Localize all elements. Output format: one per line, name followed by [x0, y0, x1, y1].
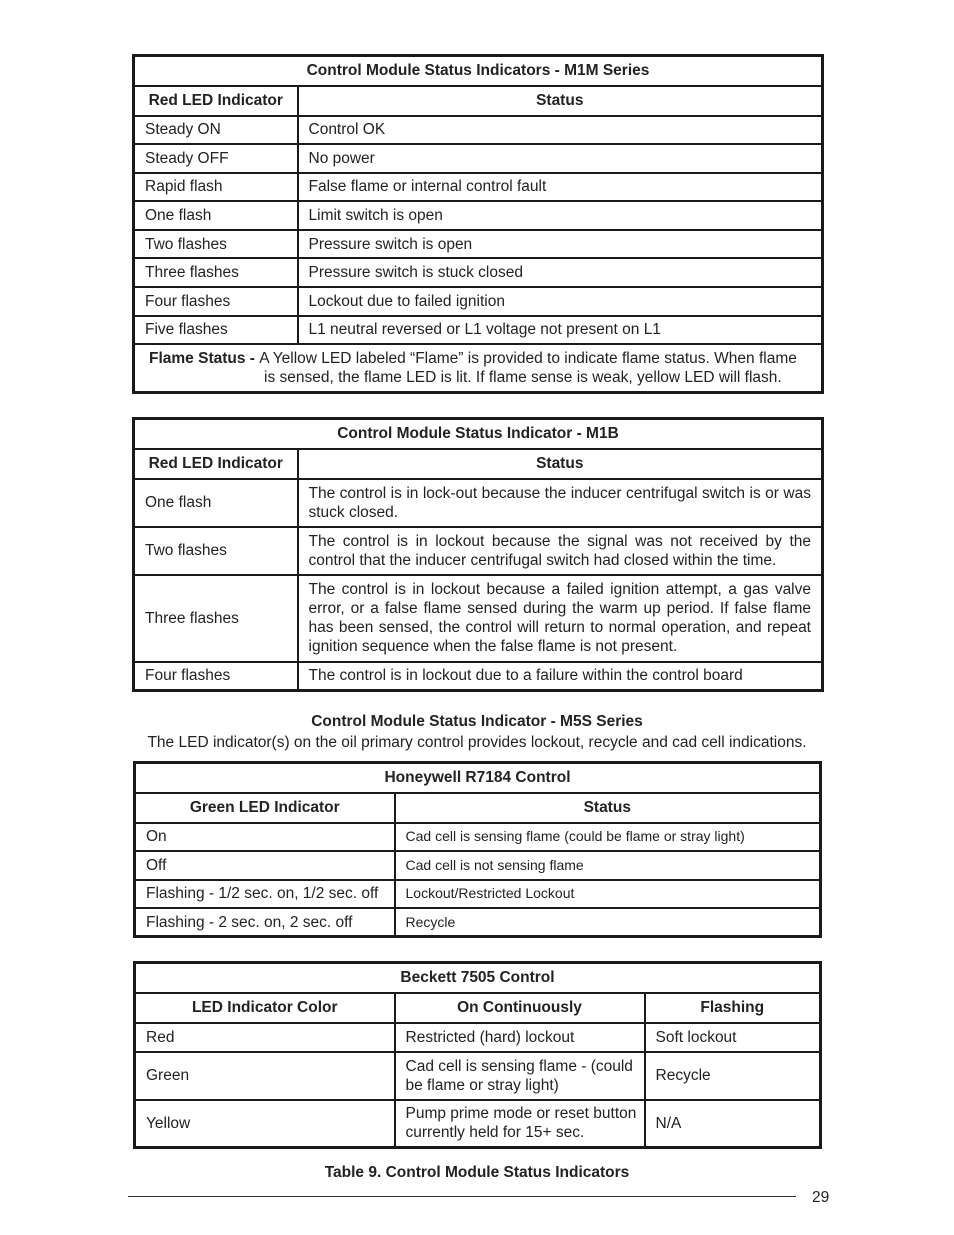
beckett-header-continuous: On Continuously	[395, 993, 645, 1023]
honeywell-header-status: Status	[395, 793, 821, 823]
table-row	[135, 1023, 821, 1052]
beckett-color-cell: Green	[135, 1052, 395, 1100]
table-row	[135, 823, 821, 852]
table-row	[135, 880, 821, 909]
table-row	[134, 575, 823, 662]
m1m-table-title: Control Module Status Indicators - M1M Series	[134, 56, 823, 86]
m1m-status-cell: No power	[298, 144, 823, 173]
table-row	[134, 527, 823, 575]
m1m-indicator-cell: Five flashes	[134, 316, 298, 345]
beckett-flashing-cell: Soft lockout	[645, 1023, 821, 1052]
table-row	[134, 230, 823, 259]
m1m-header-indicator: Red LED Indicator	[134, 86, 298, 116]
m1m-indicator-cell: Four flashes	[134, 287, 298, 316]
table-row	[135, 851, 821, 880]
m1b-status-cell: The control is in lockout because a failed ignition attempt, a gas valve error, or a false flame sensed during the warm up period. If false flame has been sensed, the control will return to normal operation, and repeat ignition sequence when the false flame is not present.	[298, 575, 823, 662]
table-row	[135, 1100, 821, 1148]
m1m-status-cell: Pressure switch is open	[298, 230, 823, 259]
m1m-status-cell: Pressure switch is stuck closed	[298, 258, 823, 287]
table-row	[134, 258, 823, 287]
flame-status-note	[134, 344, 823, 393]
table-row	[134, 662, 823, 691]
m1b-status-table	[132, 417, 824, 692]
beckett-flashing-cell: Recycle	[645, 1052, 821, 1100]
m1b-status-cell: The control is in lockout because the signal was not received by the control that the inducer centrifugal switch had closed within the time.	[298, 527, 823, 575]
m1b-status-cell: The control is in lockout due to a failure within the control board	[298, 662, 823, 691]
table-row	[134, 173, 823, 202]
beckett-table-title: Beckett 7505 Control	[135, 963, 821, 993]
m1m-status-cell: False flame or internal control fault	[298, 173, 823, 202]
honeywell-status-cell: Recycle	[395, 908, 821, 937]
m1m-status-table	[132, 54, 824, 394]
table-caption: Table 9. Control Module Status Indicators	[324, 1164, 630, 1181]
beckett-continuous-cell: Cad cell is sensing flame - (could be flame or stray light)	[395, 1052, 645, 1100]
m1m-indicator-cell: Three flashes	[134, 258, 298, 287]
m1m-status-cell: L1 neutral reversed or L1 voltage not present on L1	[298, 316, 823, 345]
m1m-indicator-cell: One flash	[134, 201, 298, 230]
honeywell-status-cell: Cad cell is not sensing flame	[395, 851, 821, 880]
beckett-color-cell: Yellow	[135, 1100, 395, 1148]
m5s-section-title: Control Module Status Indicator - M5S Series	[311, 713, 643, 730]
m1m-indicator-cell: Rapid flash	[134, 173, 298, 202]
m1b-indicator-cell: Four flashes	[134, 662, 298, 691]
m1b-table-title: Control Module Status Indicator - M1B	[134, 419, 823, 449]
honeywell-table-title: Honeywell R7184 Control	[135, 763, 821, 793]
honeywell-indicator-cell: Flashing - 2 sec. on, 2 sec. off	[135, 908, 395, 937]
m1m-header-status: Status	[298, 86, 823, 116]
m1b-status-cell: The control is in lock-out because the inducer centrifugal switch is or was stuck closed.	[298, 479, 823, 527]
m5s-section-description: The LED indicator(s) on the oil primary control provides lockout, recycle and cad cell indications.	[147, 734, 807, 751]
table-row	[134, 316, 823, 345]
honeywell-status-table	[133, 761, 822, 938]
honeywell-status-cell: Cad cell is sensing flame (could be flame or stray light)	[395, 823, 821, 852]
m1m-status-cell: Control OK	[298, 116, 823, 145]
beckett-status-table	[133, 961, 822, 1149]
beckett-continuous-cell: Restricted (hard) lockout	[395, 1023, 645, 1052]
m1b-indicator-cell: Three flashes	[134, 575, 298, 662]
table-row	[134, 201, 823, 230]
table-row	[134, 116, 823, 145]
beckett-header-color: LED Indicator Color	[135, 993, 395, 1023]
table-row	[134, 479, 823, 527]
honeywell-indicator-cell: Flashing - 1/2 sec. on, 1/2 sec. off	[135, 880, 395, 909]
m1b-header-status: Status	[298, 449, 823, 479]
m1m-status-cell: Limit switch is open	[298, 201, 823, 230]
table-row	[134, 287, 823, 316]
m1b-header-indicator: Red LED Indicator	[134, 449, 298, 479]
m1b-indicator-cell: Two flashes	[134, 527, 298, 575]
m1m-indicator-cell: Steady OFF	[134, 144, 298, 173]
table-row	[135, 1052, 821, 1100]
table-row	[134, 144, 823, 173]
honeywell-status-cell: Lockout/Restricted Lockout	[395, 880, 821, 909]
beckett-continuous-cell: Pump prime mode or reset button currently held for 15+ sec.	[395, 1100, 645, 1148]
m1m-indicator-cell: Steady ON	[134, 116, 298, 145]
beckett-flashing-cell: N/A	[645, 1100, 821, 1148]
m1m-status-cell: Lockout due to failed ignition	[298, 287, 823, 316]
honeywell-header-indicator: Green LED Indicator	[135, 793, 395, 823]
honeywell-indicator-cell: Off	[135, 851, 395, 880]
flame-status-label: Flame Status -	[149, 350, 260, 368]
footer-divider	[128, 1196, 796, 1197]
table-row	[135, 908, 821, 937]
beckett-header-flashing: Flashing	[645, 993, 821, 1023]
page-number: 29	[812, 1189, 830, 1206]
honeywell-indicator-cell: On	[135, 823, 395, 852]
flame-status-text-line2: is sensed, the flame LED is lit. If flame sense is weak, yellow LED will flash.	[264, 369, 782, 387]
m1b-indicator-cell: One flash	[134, 479, 298, 527]
beckett-color-cell: Red	[135, 1023, 395, 1052]
flame-status-row	[134, 344, 823, 393]
m1m-indicator-cell: Two flashes	[134, 230, 298, 259]
flame-status-text-line1: A Yellow LED labeled “Flame” is provided to indicate flame status. When flame	[259, 350, 797, 368]
